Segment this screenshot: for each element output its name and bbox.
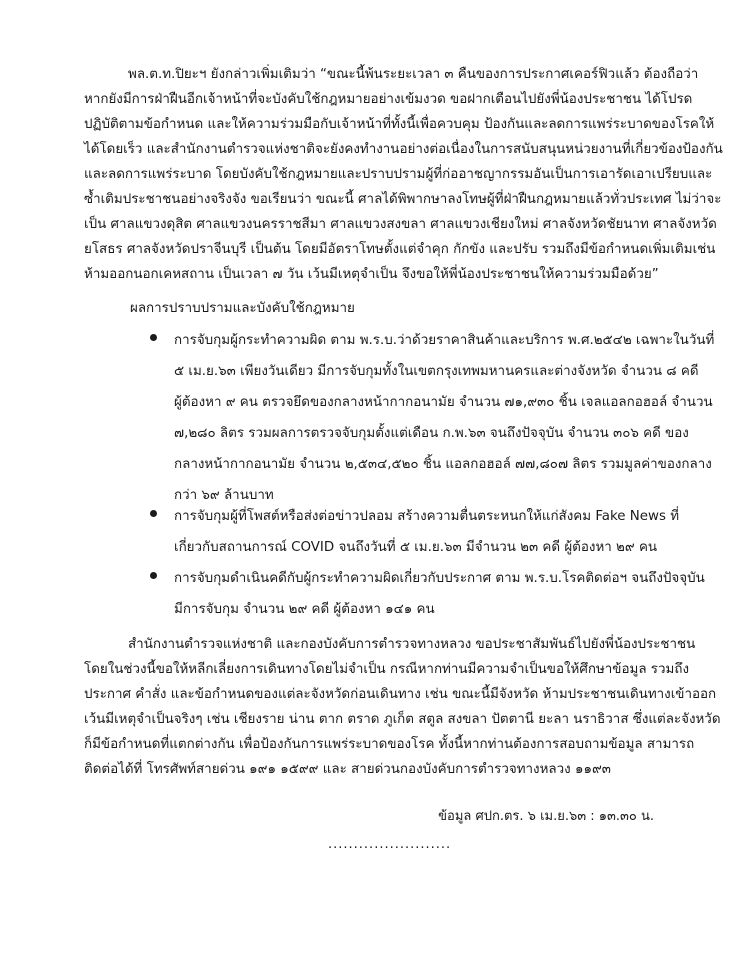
bullet-dot-icon (150, 334, 157, 341)
bullet-1-line-3: ผู้ต้องหา ๙ คน ตรวจยึดของกลางหน้ากากอนามัย จำนวน ๗๑,๙๓๐ ชิ้น เจลแอลกอฮอล์ จำนวน (174, 395, 713, 410)
bullet-text (174, 325, 715, 511)
closing-line-6: ติดต่อได้ที่ โทรศัพท์สายด่วน ๑๙๑ ๑๕๙๙ และ สายด่วนกองบังคับการตำรวจทางหลวง ๑๑๙๓ (84, 762, 611, 777)
intro-line-6: ซ้ำเติมประชาชนอย่างจริงจัง ขอเรียนว่า ขณะนี้ ศาลได้พิพากษาลงโทษผู้ที่ฝ่าฝืนกฎหมายแล้วทั่วประเทศ ไม่ว่าจะ (84, 192, 722, 207)
bullet-1-line-1: การจับกุมผู้กระทำความผิด ตาม พ.ร.บ.ว่าด้วยราคาสินค้าและบริการ พ.ศ.๒๕๔๒ เฉพาะในวันที่ (174, 333, 715, 348)
results-heading: ผลการปราบปรามและบังคับใช้กฎหมาย (130, 301, 355, 316)
intro-paragraph (84, 62, 723, 287)
intro-line-3: ปฏิบัติตามข้อกำหนด และให้ความร่วมมือกับเจ้าหน้าที่ทั้งนี้เพื่อควบคุม ป้องกันและลดการแพร่ระบาดของโรคให้ (84, 117, 715, 132)
intro-line-1: พล.ต.ท.ปิยะฯ ยังกล่าวเพิ่มเติมว่า “ขณะนี้พ้นระยะเวลา ๓ คืนของการประกาศเคอร์ฟิวแล้ว ต้องถือว่า (128, 67, 699, 82)
bullet-1-line-4: ๗,๒๘๐ ลิตร รวมผลการตรวจจับกุมตั้งแต่เดือน ก.พ.๖๓ จนถึงปัจจุบัน จำนวน ๓๐๖ คดี ของ (174, 426, 689, 441)
bullet-dot-icon (150, 510, 157, 517)
intro-line-8: ยโสธร ศาลจังหวัดปราจีนบุรี เป็นต้น โดยมีอัตราโทษตั้งแต่จำคุก กักขัง และปรับ รวมถึงมีข้อกำหนดเพิ่มเติมเช่น (84, 242, 716, 257)
bullet-3-line-1: การจับกุมดำเนินคดีกับผู้กระทำความผิดเกี่ยวกับประกาศ ตาม พ.ร.บ.โรคติดต่อฯ จนถึงปัจจุบัน (174, 571, 705, 586)
bullet-1-line-6: กว่า ๖๙ ล้านบาท (174, 488, 274, 503)
bullet-2-line-2: เกี่ยวกับสถานการณ์ COVID จนถึงวันที่ ๕ เม.ย.๖๓ มีจำนวน ๒๓ คดี ผู้ต้องหา ๒๙ คน (174, 540, 658, 555)
bullet-2-line-1: การจับกุมผู้ที่โพสต์หรือส่งต่อข่าวปลอม สร้างความตื่นตระหนกให้แก่สังคม Fake News ที่ (174, 509, 680, 524)
intro-line-5: และลดการแพร่ระบาด โดยบังคับใช้กฎหมายและปราบปรามผู้ที่ก่ออาชญากรรมอันเป็นการเอารัดเอาเปรียบและ (84, 167, 713, 182)
closing-line-3: ประกาศ คำสั่ง และข้อกำหนดของแต่ละจังหวัดก่อนเดินทาง เช่น ขณะนี้มีจังหวัด ห้ามประชาชนเดินทางเข้าออก (84, 687, 717, 702)
closing-paragraph (84, 632, 721, 782)
intro-line-4: ได้โดยเร็ว และสำนักงานตำรวจแห่งชาติจะยังคงทำงานอย่างต่อเนื่องในการสนับสนุนหน่วยงานที่เกี่ยวข้องป้องกัน (84, 142, 723, 157)
closing-line-1: สำนักงานตำรวจแห่งชาติ และกองบังคับการตำรวจทางหลวง ขอประชาสัมพันธ์ไปยังพี่น้องประชาชน (128, 637, 696, 652)
bullet-3-line-2: มีการจับกุม จำนวน ๒๙ คดี ผู้ต้องหา ๑๔๑ คน (174, 602, 435, 617)
intro-line-2: หากยังมีการฝ่าฝืนอีกเจ้าหน้าที่จะบังคับใช้กฎหมายอย่างเข้มงวด ขอฝากเตือนไปยังพี่น้องประชาชน ได้โปรด (84, 92, 693, 107)
bullet-1-line-5: กลางหน้ากากอนามัย จำนวน ๒,๕๓๔,๕๒๐ ชิ้น แอลกอฮอล์ ๗๗,๘๐๗ ลิตร รวมมูลค่าของกลาง (174, 457, 712, 472)
bullet-text (174, 563, 705, 625)
source-note: ข้อมูล ศปก.ตร. ๖ เม.ย.๖๓ : ๑๓.๓๐ น. (438, 809, 654, 824)
closing-line-4: เว้นมีเหตุจำเป็นจริงๆ เช่น เชียงราย น่าน ตาก ตราด ภูเก็ต สตูล สงขลา ปัตตานี ยะลา นราธิวาส ซึ่งแต่ละจังหวัด (84, 712, 721, 727)
bullet-dot-icon (150, 572, 157, 579)
closing-line-5: ก็มีข้อกำหนดที่แตกต่างกัน เพื่อป้องกันการแพร่ระบาดของโรค ทั้งนี้หากท่านต้องการสอบถามข้อมูล สามารถ (84, 737, 695, 752)
closing-line-2: โดยในช่วงนี้ขอให้หลีกเลี่ยงการเดินทางโดยไม่จำเป็น กรณีหากท่านมีความจำเป็นขอให้ศึกษาข้อมูล รวมถึง (84, 662, 689, 677)
intro-line-7: เป็น ศาลแขวงดุสิต ศาลแขวงนครราชสีมา ศาลแขวงสงขลา ศาลแขวงเชียงใหม่ ศาลจังหวัดชัยนาท ศาลจังหวัด (84, 217, 717, 232)
intro-line-9: ห้ามออกนอกเคหสถาน เป็นเวลา ๗ วัน เว้นมีเหตุจำเป็น จึงขอให้พี่น้องประชาชนให้ความร่วมมือด้วย” (84, 267, 659, 282)
bullet-text (174, 501, 680, 563)
end-marker: ........................ (328, 837, 452, 852)
bullet-1-line-2: ๕ เม.ย.๖๓ เพียงวันเดียว มีการจับกุมทั้งในเขตกรุงเทพมหานครและต่างจังหวัด จำนวน ๘ คดี (174, 364, 699, 379)
